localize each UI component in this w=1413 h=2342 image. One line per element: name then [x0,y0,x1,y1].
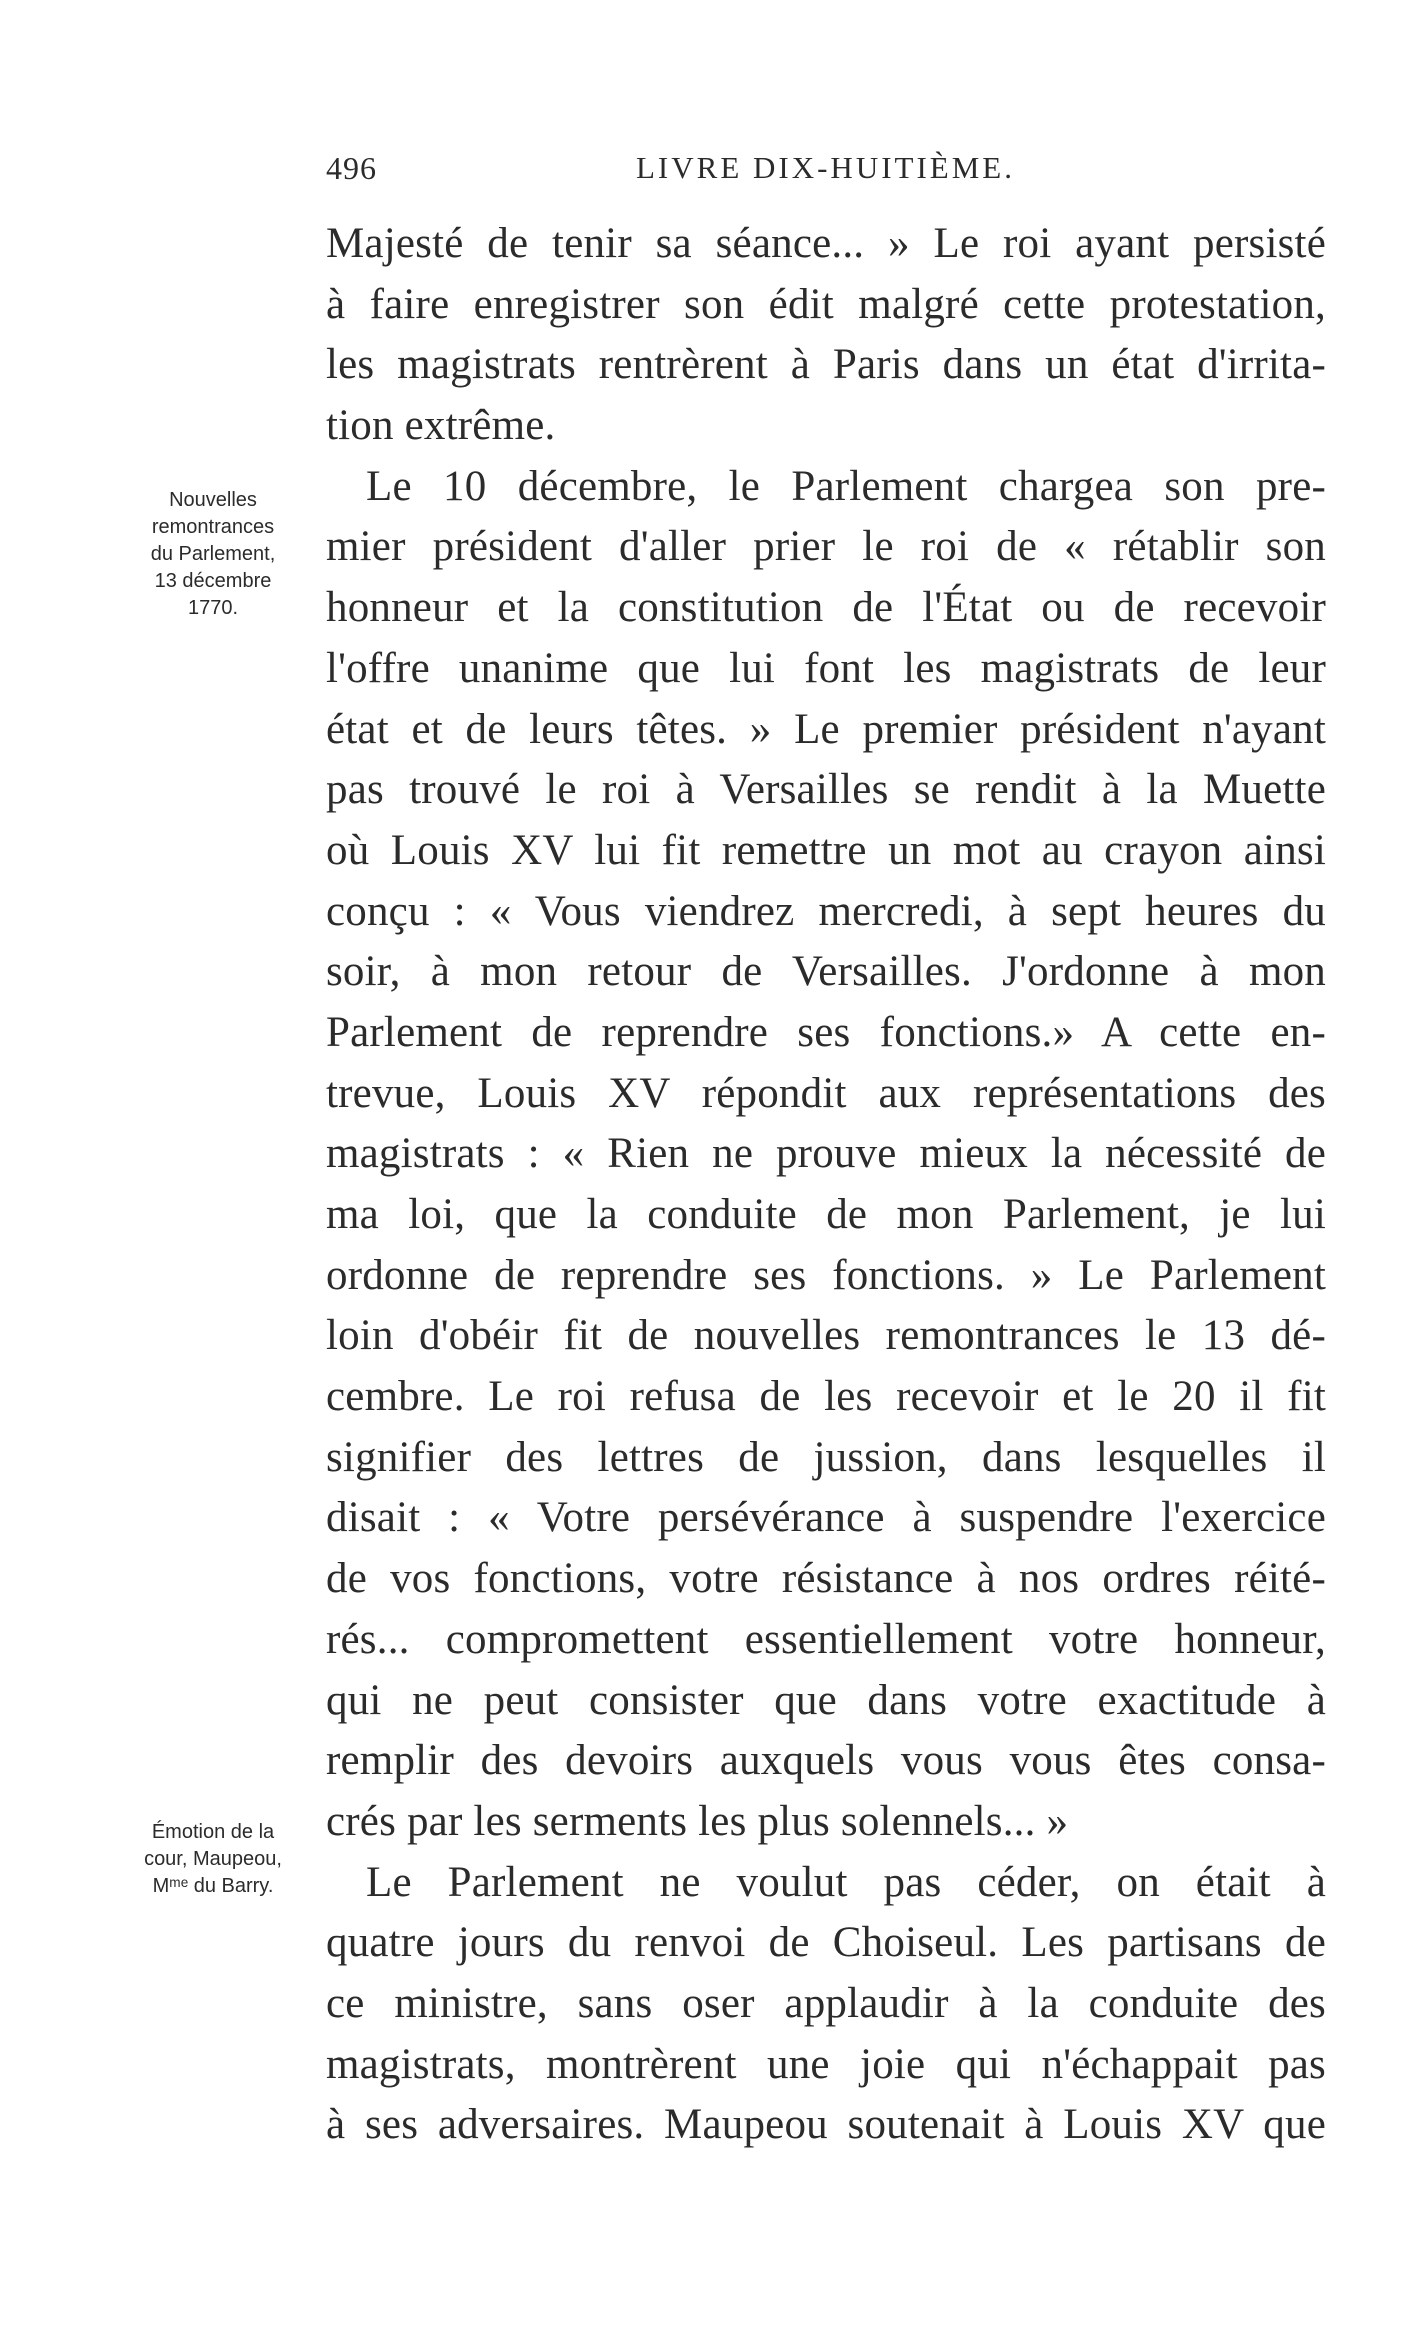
margin-note-line: du Parlement, [150,543,276,565]
margin-note-line: remontrances [151,516,275,538]
text-line: Le 10 décembre, le Parlement chargea son pre- [366,462,1326,510]
text-line: de vos fonctions, votre résistance à nos ordres réité- [326,1555,1326,1603]
text-line: à ses adversaires. Maupeou soutenait à Louis XV que [326,2101,1326,2149]
text-line: ma loi, que la conduite de mon Parlement, je lui [326,1191,1326,1238]
margin-note-line: Émotion de la [151,1821,275,1843]
margin-note-line: Nouvelles [169,489,257,511]
text-line: honneur et la constitution de l'État ou de recevoir [326,584,1326,632]
text-line: signifier des lettres de jussion, dans lesquelles il [326,1433,1326,1481]
text-line: rés... compromettent essentiellement votre honneur, [326,1615,1326,1663]
text-line: les magistrats rentrèrent à Paris dans un état d'irrita- [326,341,1326,389]
running-title: LIVRE DIX-HUITIÈME. [636,150,1015,185]
margin-note-remontrances [118,487,308,622]
text-line: à faire enregistrer son édit malgré cette protestation, [326,280,1326,328]
text-line: qui ne peut consister que dans votre exactitude à [326,1676,1326,1724]
margin-note-line: cour, Maupeou, [144,1848,282,1870]
margin-note-line: 13 décembre [154,570,272,592]
body-text [326,214,1326,2156]
margin-note-line: Mᵐᵉ du Barry. [152,1875,274,1897]
text-line: mier président d'aller prier le roi de « rétablir son [326,523,1326,571]
text-line: cembre. Le roi refusa de les recevoir et le 20 il fit [326,1373,1326,1421]
text-line: Le Parlement ne voulut pas céder, on était à [366,1858,1326,1906]
text-line: magistrats : « Rien ne prouve mieux la nécessité de [326,1130,1326,1178]
text-line: tion extrême. [326,402,556,450]
text-line: conçu : « Vous viendrez mercredi, à sept heures du [326,887,1326,935]
text-line: l'offre unanime que lui font les magistrats de leur [326,644,1326,692]
text-line: quatre jours du renvoi de Choiseul. Les partisans de [326,1919,1326,1967]
margin-note-emotion [118,1819,308,1900]
text-line: pas trouvé le roi à Versailles se rendit à la Muette [326,766,1326,814]
text-line: disait : « Votre persévérance à suspendre l'exercice [326,1494,1326,1542]
text-line: soir, à mon retour de Versailles. J'ordonne à mon [326,948,1326,996]
text-line: où Louis XV lui fit remettre un mot au crayon ainsi [326,826,1326,874]
text-line: ce ministre, sans oser applaudir à la conduite des [326,1979,1326,2027]
page-number: 496 [326,150,377,186]
text-line: loin d'obéir fit de nouvelles remontrances le 13 dé- [326,1312,1326,1360]
text-line: magistrats, montrèrent une joie qui n'échappait pas [326,2040,1326,2088]
text-line: trevue, Louis XV répondit aux représentations des [326,1069,1326,1117]
text-line: Parlement de reprendre ses fonctions.» A cette en- [326,1008,1326,1056]
text-line: crés par les serments les plus solennels... » [326,1797,1069,1845]
text-line: ordonne de reprendre ses fonctions. » Le Parlement [326,1251,1326,1299]
text-line: Majesté de tenir sa séance... » Le roi ayant persisté [326,220,1326,267]
text-line: état et de leurs têtes. » Le premier président n'ayant [326,705,1326,753]
margin-note-line: 1770. [187,597,239,619]
text-line: remplir des devoirs auxquels vous vous êtes consa- [326,1737,1326,1785]
page-header [326,150,1326,200]
